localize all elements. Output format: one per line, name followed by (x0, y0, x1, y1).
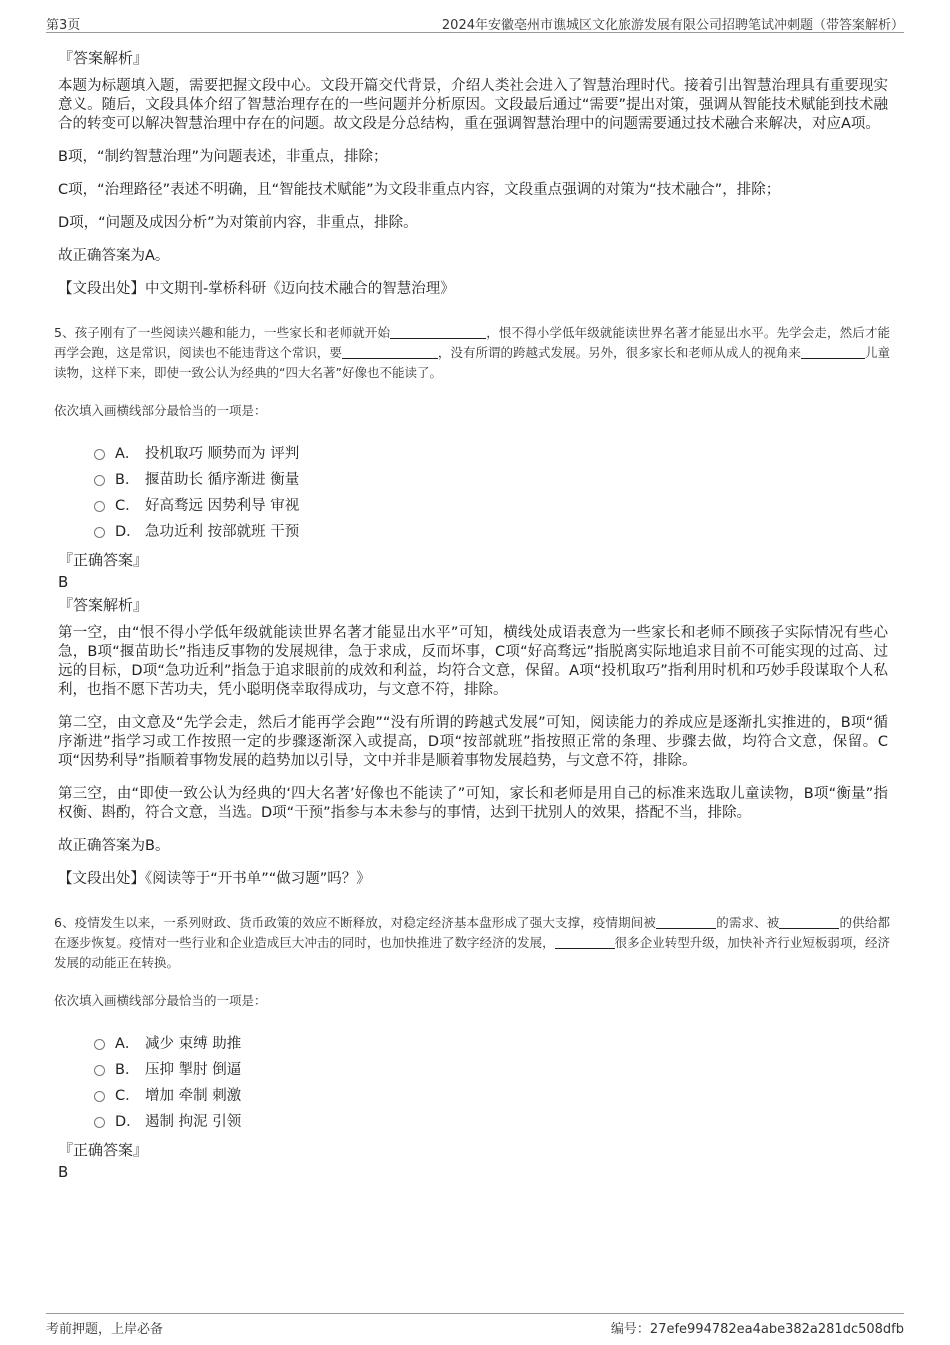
fill-blank (390, 324, 486, 339)
radio-icon[interactable] (94, 1091, 105, 1102)
radio-icon[interactable] (94, 1065, 105, 1076)
analysis-label: 『答案解析』 (58, 596, 149, 614)
fill-blank (342, 344, 438, 359)
analysis-paragraph: 第二空，由文意及“先学会走，然后才能再学会跑”“没有所谓的跨越式发展”可知，阅读能力的养成应是逐渐扎实推进的，B项“循序渐进”指学习或工作按照一定的步骤逐渐深入或提高，D项“按部就班”指按照正常的条理、步骤去做，均符合文意，保留。C项“因势利导”指顺着事物发展的趋势加以引导，文中并非是顺着事物发展趋势，与文意不符，排除。 (58, 715, 888, 769)
option-c[interactable]: C． 好高骛远 因势利导 审视 (94, 491, 888, 517)
option-c[interactable]: C． 增加 牵制 刺激 (94, 1081, 888, 1107)
option-a[interactable]: A． 投机取巧 顺势而为 评判 (94, 439, 888, 465)
document-id: 编号：27efe994782ea4abe382a281dc508dfb (610, 1322, 904, 1337)
radio-icon[interactable] (94, 449, 105, 460)
radio-icon[interactable] (94, 501, 105, 512)
page-footer (46, 1313, 904, 1336)
fill-blank (801, 344, 865, 359)
answer-value: B (58, 573, 69, 591)
question-prompt: 依次填入画横线部分最恰当的一项是： (54, 993, 267, 1008)
footer-slogan: 考前押题，上岸必备 (46, 1322, 164, 1337)
page-number: 第3页 (46, 18, 81, 33)
option-d[interactable]: D． 遏制 拘泥 引领 (94, 1107, 888, 1133)
fill-blank (555, 934, 615, 949)
option-list (94, 439, 888, 543)
radio-icon[interactable] (94, 1039, 105, 1050)
fill-blank (656, 914, 716, 929)
radio-icon[interactable] (94, 475, 105, 486)
option-d[interactable]: D． 急功近利 按部就班 干预 (94, 517, 888, 543)
question-prompt: 依次填入画横线部分最恰当的一项是： (54, 403, 267, 418)
radio-icon[interactable] (94, 527, 105, 538)
option-list (94, 1029, 888, 1133)
document-title: 2024年安徽亳州市谯城区文化旅游发展有限公司招聘笔试冲刺题（带答案解析） (441, 18, 904, 33)
passage-source: 【文段出处】中文期刊-掌桥科研《迈向技术融合的智慧治理》 (58, 281, 455, 297)
passage-source: 【文段出处】《阅读等于“开书单”“做习题”吗？》 (58, 871, 371, 887)
analysis-paragraph: D项，“问题及成因分析”为对策前内容，非重点，排除。 (58, 215, 418, 231)
answer-label: 『正确答案』 (58, 551, 149, 569)
analysis-paragraph: B项，“制约智慧治理”为问题表述，非重点，排除； (58, 149, 388, 165)
option-a[interactable]: A． 减少 束缚 助推 (94, 1029, 888, 1055)
answer-label: 『正确答案』 (58, 1141, 149, 1159)
analysis-paragraph: 第一空，由“恨不得小学低年级就能读世界名著才能显出水平”可知，横线处成语表意为一些家长和老师不顾孩子实际情况有些心急，B项“揠苗助长”指违反事物的发展规律，急于求成，反而坏事，C项“好高骛远”指脱离实际地追求目前不可能实现的过高、过远的目标，D项“急功近利”指急于追求眼前的成效和利益，均符合文意，保留。A项“投机取巧”指利用时机和巧妙手段谋取个人私利，也指不愿下苦功夫，凭小聪明侥幸取得成功，与文意不符，排除。 (58, 625, 888, 698)
option-b[interactable]: B． 压抑 掣肘 倒逼 (94, 1055, 888, 1081)
question-stem: 6、疫情发生以来，一系列财政、货币政策的效应不断释放，对稳定经济基本盘形成了强大支撑，疫情期间被 的需求、被 的供给都在逐步恢复。疫情对一些行业和企业造成巨大冲击的同时，也加快推进了数字经济的发展， 很多企业转型升级，加快补齐行业短板弱项，经济发展的动能正在转换。 (54, 915, 890, 970)
radio-icon[interactable] (94, 1117, 105, 1128)
analysis-paragraph: 故正确答案为B。 (58, 838, 170, 854)
question-stem: 5、孩子刚有了一些阅读兴趣和能力，一些家长和老师就开始 ，恨不得小学低年级就能读世界名著才能显出水平。先学会走，然后才能再学会跑，这是常识，阅读也不能违背这个常识，要 ，没有所谓的跨越式发展。另外，很多家长和老师从成人的视角来 儿童读物，这样下来，即使一致公认为经典的“四大名著”好像也不能读了。 (54, 325, 890, 380)
document-body (54, 48, 890, 1185)
page-header (46, 12, 904, 33)
answer-value: B (58, 1163, 69, 1181)
analysis-paragraph: 本题为标题填入题，需要把握文段中心。文段开篇交代背景，介绍人类社会进入了智慧治理时代。接着引出智慧治理具有重要现实意义。随后，文段具体介绍了智慧治理存在的一些问题并分析原因。文段最后通过“需要”提出对策，强调从智能技术赋能到技术融合的转变可以解决智慧治理中存在的问题。故文段是分总结构，重在强调智慧治理中的问题需要通过技术融合来解决，对应A项。 (58, 78, 888, 132)
fill-blank (779, 914, 839, 929)
analysis-paragraph: 第三空，由“即使一致公认为经典的‘四大名著’好像也不能读了”可知，家长和老师是用自己的标准来选取儿童读物，B项“衡量”指权衡、斟酌，符合文意，当选。D项“干预”指参与本未参与的事情，达到干扰别人的效果，搭配不当，排除。 (58, 786, 888, 821)
analysis-paragraph: 故正确答案为A。 (58, 248, 170, 264)
option-b[interactable]: B． 揠苗助长 循序渐进 衡量 (94, 465, 888, 491)
analysis-paragraph: C项，“治理路径”表述不明确，且“智能技术赋能”为文段非重点内容，文段重点强调的对策为“技术融合”，排除； (58, 182, 781, 198)
analysis-label: 『答案解析』 (58, 49, 149, 67)
